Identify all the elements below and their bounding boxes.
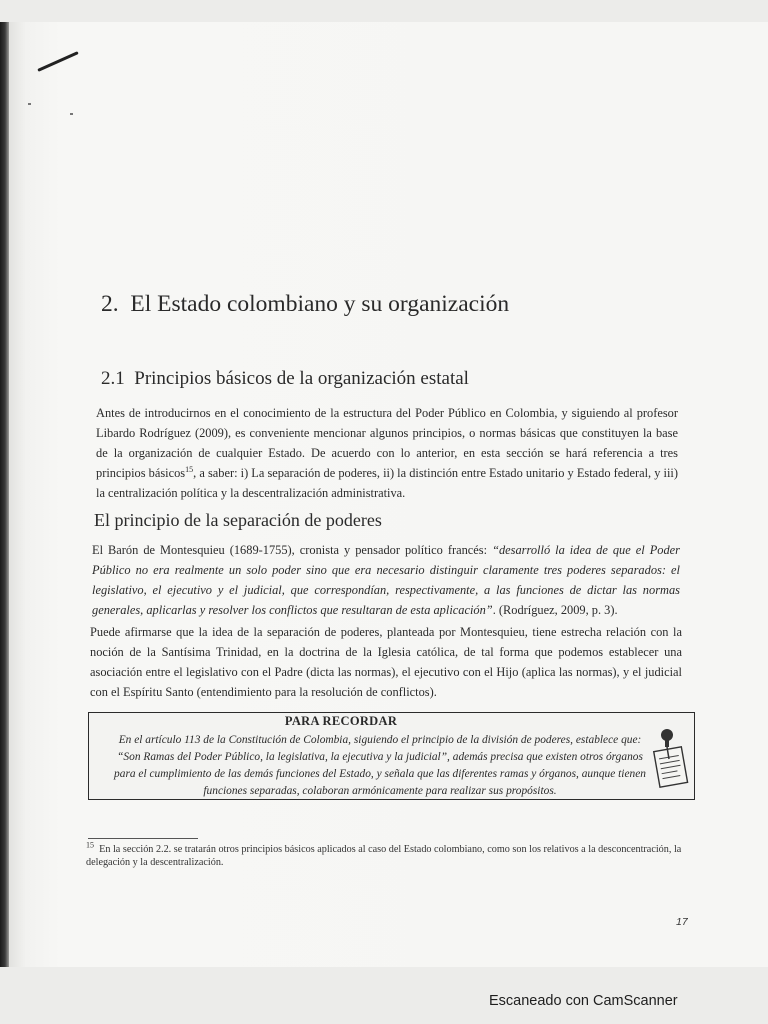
chapter-title-text: El Estado colombiano y su organización	[130, 291, 510, 317]
pinned-note-icon	[651, 725, 691, 791]
footnote-text: En la sección 2.2. se tratarán otros principios básicos aplicados al caso del Estado colombiano, como son los relativos a la desconcentración, la delegación y la descentralización.	[86, 844, 682, 868]
reminder-text: En el artículo 113 de la Constitución de Colombia, siguiendo el principio de la división de poderes, establece que: “Son Ramas del Poder Público, la legislativa, la ejecutiva y la judicial”, además precisa que existen otros órganos para el cumplimiento de las demás funciones del Estado, y señala que las diferentes ramas y órganos, aunque tienen funciones separadas, colaboran armónicamente para realizar sus propósitos.	[114, 734, 646, 797]
intro-paragraph	[96, 403, 678, 503]
footnote	[86, 840, 691, 869]
page-binding-shadow	[0, 22, 9, 967]
intro-text-before-note: Antes de introducirnos en el conocimiento de la estructura del Poder Público en Colombia, y siguiendo al profesor Libardo Rodríguez (2009), es conveniente mencionar algunos principios, o normas básicas que constituyen la base de la organización de cualquier Estado. De acuerdo con lo anterior, en esta sección se hará referencia a tres principios básicos	[96, 406, 678, 480]
chapter-title	[101, 291, 509, 318]
footnote-divider	[88, 838, 198, 839]
scan-speck	[28, 103, 31, 105]
section-number: 2.1	[101, 368, 125, 389]
intro-text-after-note: , a saber: i) La separación de poderes, ii) la distinción entre Estado unitario y Estado federal, y iii) la centralización política y la descentralización administrativa.	[96, 466, 678, 500]
page-number: 17	[676, 916, 688, 928]
montesquieu-quote: “desarrolló la idea de que el Poder Público no era realmente un solo poder sino que era necesario distinguir claramente tres poderes separados: el legislativo, el ejecutivo y el judicial, que correspondían, respectivamente, a las funciones de dictar las normas generales, aplicarlas y resolver los conflictos que resultaran de esta aplicación”	[92, 543, 680, 617]
trinity-paragraph: Puede afirmarse que la idea de la separación de poderes, planteada por Montesquieu, tiene estrecha relación con la noción de la Santísima Trinidad, en la doctrina de la Iglesia católica, de tal forma que podemos establecer una asociación entre el legislativo con el Padre (dicta las normas), el ejecutivo con el Hijo (aplica las normas), y el judicial con el Espíritu Santo (entendimiento para la resolución de conflictos).	[90, 625, 682, 699]
footnote-number: 15	[86, 840, 94, 850]
scanner-watermark: Escaneado con CamScanner	[489, 993, 678, 1009]
montesquieu-text: El Barón de Montesquieu (1689-1755), cronista y pensador político francés:	[92, 543, 493, 557]
montesquieu-citation: . (Rodríguez, 2009, p. 3).	[492, 603, 618, 617]
reminder-box	[88, 712, 695, 800]
footnote-reference: 15	[185, 464, 194, 474]
subsection-title: El principio de la separación de poderes	[94, 510, 382, 530]
section-title	[101, 368, 469, 390]
scan-speck	[70, 113, 73, 115]
reminder-title: PARA RECORDAR	[284, 714, 398, 728]
section-title-text: Principios básicos de la organización estatal	[134, 368, 469, 389]
montesquieu-paragraph	[92, 540, 680, 620]
chapter-number: 2.	[101, 291, 119, 317]
